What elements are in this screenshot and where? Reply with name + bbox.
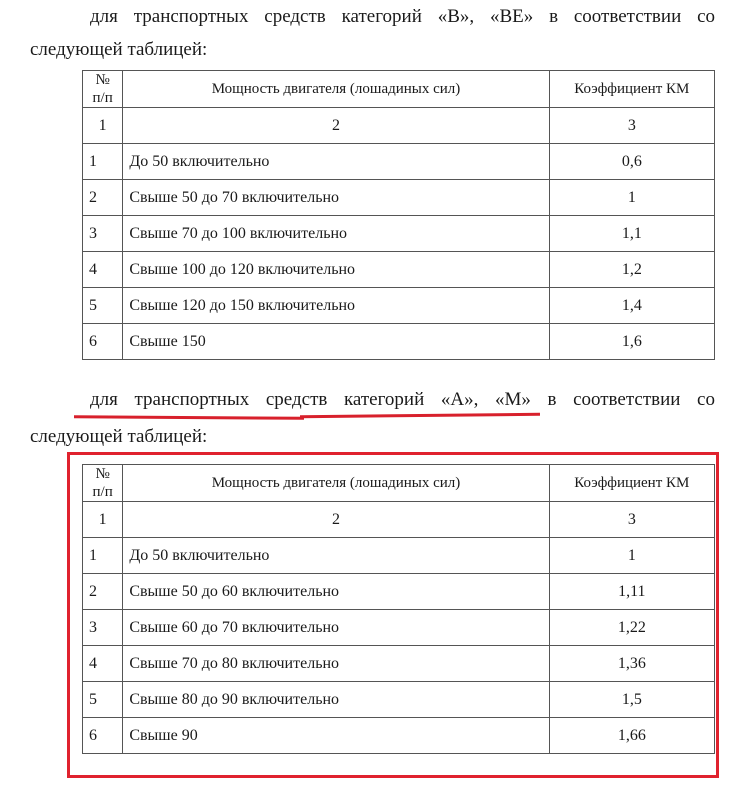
header-desc: Мощность двигателя (лошадиных сил) [123, 71, 549, 108]
row-desc: До 50 включительно [123, 144, 549, 180]
table-row [83, 538, 715, 574]
row-coef: 1,66 [549, 718, 714, 754]
index-num: 1 [83, 502, 123, 538]
row-desc: До 50 включительно [123, 538, 549, 574]
row-num: 5 [83, 288, 123, 324]
table-row [83, 610, 715, 646]
table-row [83, 252, 715, 288]
header-num: № п/п [83, 71, 123, 108]
index-desc: 2 [123, 108, 549, 144]
row-coef: 1,4 [549, 288, 714, 324]
table-index-row [83, 108, 715, 144]
row-num: 6 [83, 718, 123, 754]
table-categories-b-be [82, 70, 715, 360]
header-num: № п/п [83, 465, 123, 502]
table-row [83, 144, 715, 180]
row-desc: Свыше 50 до 60 включительно [123, 574, 549, 610]
paragraph2-line2: следующей таблицей: [30, 426, 208, 447]
row-desc: Свыше 70 до 100 включительно [123, 216, 549, 252]
index-num: 1 [83, 108, 123, 144]
row-desc: Свыше 60 до 70 включительно [123, 610, 549, 646]
row-coef: 0,6 [549, 144, 714, 180]
table-row [83, 324, 715, 360]
table-row [83, 288, 715, 324]
row-coef: 1,2 [549, 252, 714, 288]
table-row [83, 682, 715, 718]
table-row [83, 216, 715, 252]
row-num: 3 [83, 216, 123, 252]
row-coef: 1,36 [549, 646, 714, 682]
index-desc: 2 [123, 502, 549, 538]
row-desc: Свыше 100 до 120 включительно [123, 252, 549, 288]
row-num: 1 [83, 538, 123, 574]
row-num: 3 [83, 610, 123, 646]
index-coef: 3 [549, 502, 714, 538]
row-desc: Свыше 120 до 150 включительно [123, 288, 549, 324]
row-coef: 1 [549, 538, 714, 574]
table-row [83, 646, 715, 682]
table-row [83, 180, 715, 216]
row-desc: Свыше 50 до 70 включительно [123, 180, 549, 216]
paragraph2-line1: для транспортных средств категорий «А», «М» в соответствии со [90, 389, 715, 410]
index-coef: 3 [549, 108, 714, 144]
row-coef: 1,22 [549, 610, 714, 646]
row-coef: 1 [549, 180, 714, 216]
row-num: 4 [83, 646, 123, 682]
table-header-row [83, 465, 715, 502]
row-coef: 1,6 [549, 324, 714, 360]
table-row [83, 574, 715, 610]
row-num: 2 [83, 574, 123, 610]
row-coef: 1,11 [549, 574, 714, 610]
row-desc: Свыше 90 [123, 718, 549, 754]
row-desc: Свыше 150 [123, 324, 549, 360]
table-categories-a-m [82, 464, 715, 754]
paragraph1-line2: следующей таблицей: [30, 39, 208, 60]
row-desc: Свыше 80 до 90 включительно [123, 682, 549, 718]
table-row [83, 718, 715, 754]
row-coef: 1,1 [549, 216, 714, 252]
paragraph1-line1: для транспортных средств категорий «В», «ВЕ» в соответствии со [90, 6, 715, 27]
row-desc: Свыше 70 до 80 включительно [123, 646, 549, 682]
row-num: 5 [83, 682, 123, 718]
row-num: 2 [83, 180, 123, 216]
table-header-row [83, 71, 715, 108]
header-coef: Коэффициент КМ [549, 465, 714, 502]
table-index-row [83, 502, 715, 538]
row-coef: 1,5 [549, 682, 714, 718]
row-num: 1 [83, 144, 123, 180]
header-coef: Коэффициент КМ [549, 71, 714, 108]
header-desc: Мощность двигателя (лошадиных сил) [123, 465, 549, 502]
row-num: 6 [83, 324, 123, 360]
row-num: 4 [83, 252, 123, 288]
